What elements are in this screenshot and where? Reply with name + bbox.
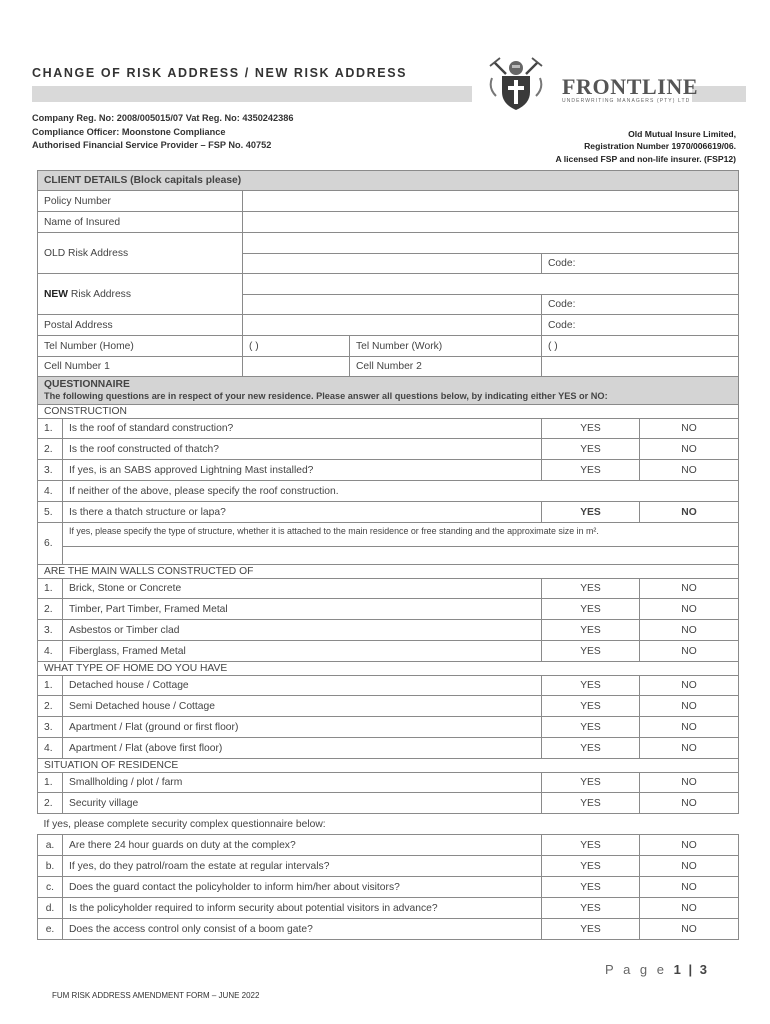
policy-number-field[interactable] [243,191,739,212]
question-text: If yes, is an SABS approved Lightning Mast installed? [63,460,542,481]
question-text: Brick, Stone or Concrete [63,579,542,599]
postal-address-label: Postal Address [38,315,243,336]
security-row-b [38,856,739,877]
question-text: Semi Detached house / Cottage [63,696,542,717]
yes-option[interactable]: YES [542,676,640,696]
question-text: Apartment / Flat (ground or first floor) [63,717,542,738]
new-risk-address-field-2[interactable] [243,295,542,315]
question-text: Are there 24 hour guards on duty at the complex? [63,835,542,856]
page-separator: | [688,962,694,977]
yes-option[interactable]: YES [542,439,640,460]
question-text: Smallholding / plot / farm [63,773,542,793]
page-current: 1 [673,962,682,977]
q-number: 3. [38,620,63,641]
policy-number-label: Policy Number [38,191,243,212]
question-text: Does the access control only consist of a boom gate? [63,919,542,940]
no-option[interactable]: NO [640,898,739,919]
yes-option[interactable]: YES [542,696,640,717]
construction-row-2 [38,439,739,460]
walls-row-4 [38,641,739,662]
questionnaire-heading [38,377,739,405]
yes-option[interactable]: YES [542,877,640,898]
yes-option[interactable]: YES [542,835,640,856]
yes-option[interactable]: YES [542,579,640,599]
compliance-officer: Compliance Officer: Moonstone Compliance [32,126,226,137]
new-risk-address-label [38,274,243,315]
security-row-c [38,877,739,898]
page-total: 3 [699,962,708,977]
name-of-insured-field[interactable] [243,212,739,233]
form-title: CHANGE OF RISK ADDRESS / NEW RISK ADDRESS [32,66,408,80]
question-text: Is the roof constructed of thatch? [63,439,542,460]
brand-underline-bar [692,86,746,102]
q-number: 6. [38,523,63,565]
home-row-3 [38,717,739,738]
questionnaire-title: QUESTIONNAIRE [44,379,130,390]
tel-home-label: Tel Number (Home) [38,336,243,357]
construction-row-5 [38,502,739,523]
new-risk-address-field-1[interactable] [243,274,739,295]
old-risk-address-code[interactable]: Code: [542,254,739,274]
situation-row-1 [38,773,739,793]
no-option[interactable]: NO [640,835,739,856]
no-option[interactable]: NO [640,738,739,759]
no-option[interactable]: NO [640,856,739,877]
page-number [605,962,708,977]
tel-home-field[interactable]: ( ) [243,336,350,357]
home-type-section-title: WHAT TYPE OF HOME DO YOU HAVE [38,662,739,676]
company-details [32,112,293,153]
company-reg: Company Reg. No: 2008/005015/07 Vat Reg. No: 4350242386 [32,113,294,123]
old-risk-address-label: OLD Risk Address [38,233,243,274]
no-option[interactable]: NO [640,439,739,460]
title-underline-bar [32,86,472,102]
questionnaire-intro: The following questions are in respect of your new residence. Please answer all questions below, by indicating either YES or NO: [44,390,608,401]
q-number: 2. [38,793,63,814]
no-option[interactable]: NO [640,696,739,717]
new-risk-address-code[interactable]: Code: [542,295,739,315]
security-note: If yes, please complete security complex questionnaire below: [38,814,739,835]
cell-1-label: Cell Number 1 [38,357,243,377]
question-text: Is the roof of standard construction? [63,419,542,439]
insurer-details [555,128,736,165]
no-option[interactable]: NO [640,717,739,738]
q-number: 1. [38,676,63,696]
q-number: 1. [38,579,63,599]
no-option[interactable]: NO [640,919,739,940]
brand-subtitle: UNDERWRITING MANAGERS (PTY) LTD [562,98,691,104]
no-option[interactable]: NO [640,460,739,481]
security-row-e [38,919,739,940]
insurer-line-2: Registration Number 1970/006619/06. [584,141,736,152]
no-option[interactable]: NO [640,793,739,814]
q-number: 1. [38,419,63,439]
question-text: Timber, Part Timber, Framed Metal [63,599,542,620]
walls-row-3 [38,620,739,641]
page-label: P a g e [605,962,668,977]
yes-option[interactable]: YES [542,620,640,641]
question-text: Fiberglass, Framed Metal [63,641,542,662]
security-row-d [38,898,739,919]
yes-option[interactable]: YES [542,773,640,793]
insurer-line-3: A licensed FSP and non-life insurer. (FSP12) [555,153,736,164]
walls-row-2 [38,599,739,620]
q-letter: a. [38,835,63,856]
cell-2-field[interactable] [542,357,739,377]
no-option[interactable]: NO [640,502,739,523]
cell-1-field[interactable] [243,357,350,377]
home-row-2 [38,696,739,717]
name-of-insured-label: Name of Insured [38,212,243,233]
q-number: 3. [38,460,63,481]
q-letter: e. [38,919,63,940]
q-letter: c. [38,877,63,898]
situation-section-title: SITUATION OF RESIDENCE [38,759,739,773]
yes-option[interactable]: YES [542,856,640,877]
yes-option[interactable]: YES [542,717,640,738]
question-text: Security village [63,793,542,814]
question-text: Is the policyholder required to inform security about potential visitors in advance? [63,898,542,919]
tel-work-label: Tel Number (Work) [350,336,542,357]
old-risk-address-field-1[interactable] [243,233,739,254]
question-text: Apartment / Flat (above first floor) [63,738,542,759]
security-row-a [38,835,739,856]
construction-section-title: CONSTRUCTION [38,405,739,419]
yes-option[interactable]: YES [542,793,640,814]
no-option[interactable]: NO [640,877,739,898]
postal-address-code[interactable]: Code: [542,315,739,336]
question-text[interactable]: If neither of the above, please specify the roof construction. [63,481,739,502]
no-option[interactable]: NO [640,676,739,696]
postal-address-field[interactable] [243,315,542,336]
question-text: If yes, please specify the type of structure, whether it is attached to the main residence or free standing and the approximate size in m². [63,523,739,547]
q-number: 2. [38,696,63,717]
question-text: Is there a thatch structure or lapa? [63,502,542,523]
yes-option[interactable]: YES [542,898,640,919]
q-number: 1. [38,773,63,793]
yes-option[interactable]: YES [542,502,640,523]
footer-text: FUM RISK ADDRESS AMENDMENT FORM – JUNE 2022 [52,991,260,1000]
walls-section-title: ARE THE MAIN WALLS CONSTRUCTED OF [38,565,739,579]
q-number: 3. [38,717,63,738]
situation-row-2 [38,793,739,814]
question-text: Does the guard contact the policyholder to inform him/her about visitors? [63,877,542,898]
yes-option[interactable]: YES [542,738,640,759]
brand-name: FRONTLINE [562,74,699,99]
new-risk-address-text: Risk Address [68,288,131,300]
no-option[interactable]: NO [640,620,739,641]
no-option[interactable]: NO [640,419,739,439]
walls-row-1 [38,579,739,599]
construction-row-4 [38,481,739,502]
crest-logo-icon [486,56,546,112]
q-letter: b. [38,856,63,877]
fsp-number: Authorised Financial Service Provider – FSP No. 40752 [32,140,272,150]
no-option[interactable]: NO [640,641,739,662]
q-letter: d. [38,898,63,919]
no-option[interactable]: NO [640,579,739,599]
construction-row-1 [38,419,739,439]
yes-option[interactable]: YES [542,919,640,940]
question-text: Asbestos or Timber clad [63,620,542,641]
risk-address-form [37,170,739,940]
yes-option[interactable]: YES [542,599,640,620]
question-text: If yes, do they patrol/roam the estate at regular intervals? [63,856,542,877]
yes-option[interactable]: YES [542,460,640,481]
insurer-line-1: Old Mutual Insure Limited, [628,129,736,139]
client-details-heading: CLIENT DETAILS (Block capitals please) [38,171,739,191]
q-number: 4. [38,738,63,759]
no-option[interactable]: NO [640,599,739,620]
question-text: Detached house / Cottage [63,676,542,696]
construction-row-3 [38,460,739,481]
cell-2-label: Cell Number 2 [350,357,542,377]
no-option[interactable]: NO [640,773,739,793]
q-number: 4. [38,481,63,502]
q-number: 4. [38,641,63,662]
yes-option[interactable]: YES [542,641,640,662]
new-prefix: NEW [44,288,69,300]
home-row-4 [38,738,739,759]
home-row-1 [38,676,739,696]
q-number: 2. [38,439,63,460]
old-risk-address-field-2[interactable] [243,254,542,274]
q-number: 2. [38,599,63,620]
yes-option[interactable]: YES [542,419,640,439]
q-number: 5. [38,502,63,523]
tel-work-field[interactable]: ( ) [542,336,739,357]
construction-row-6 [38,523,739,547]
structure-details-field[interactable] [63,547,739,565]
